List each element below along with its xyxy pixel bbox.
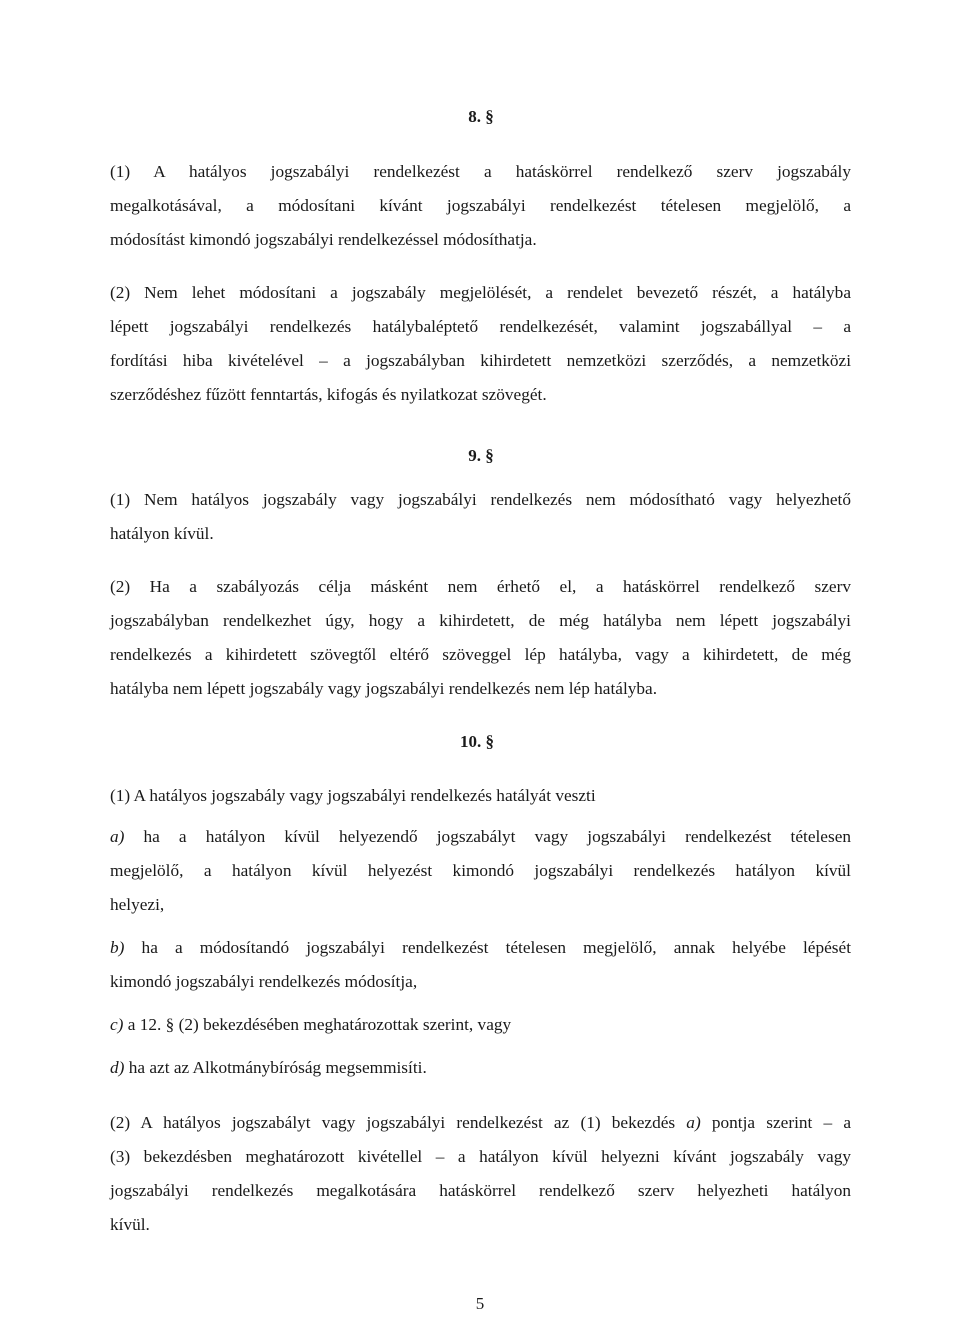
paragraph-10-2 — [110, 1106, 851, 1242]
text-segment: (2) A hatályos jogszabályt vagy jogszabályi rendelkezést az (1) bekezdés — [110, 1113, 687, 1132]
text-line: (1) A hatályos jogszabályi rendelkezést a hatáskörrel rendelkező szerv jogszabály — [110, 162, 851, 181]
text-line: hatályba nem lépett jogszabály vagy jogszabályi rendelkezés nem lép hatályba. — [110, 679, 658, 698]
point-marker: d) — [110, 1058, 125, 1077]
paragraph-8-1 — [110, 155, 851, 257]
point-marker: b) — [110, 938, 125, 957]
text-line — [110, 820, 851, 854]
section-heading-8: 8. § — [468, 107, 494, 126]
text-line: (3) bekezdésben meghatározott kivétellel – a hatályon kívül helyezni kívánt jogszabály vagy — [110, 1147, 851, 1166]
text-line: fordítási hiba kivételével – a jogszabályban kihirdetett nemzetközi szerződés, a nemzetközi — [110, 351, 851, 370]
text-line — [110, 1051, 851, 1085]
point-reference: a) — [686, 1113, 701, 1132]
paragraph-10-1 — [110, 779, 851, 813]
text-line: megjelölő, a hatályon kívül helyezést kimondó jogszabályi rendelkezés hatályon kívül — [110, 861, 851, 880]
text-line: (1) Nem hatályos jogszabály vagy jogszabályi rendelkezés nem módosítható vagy helyezhető — [110, 490, 851, 509]
text-line: helyezi, — [110, 895, 165, 914]
text-line: jogszabályi rendelkezés megalkotására hatáskörrel rendelkező szerv helyezheti hatályon — [110, 1181, 851, 1200]
point-marker: a) — [110, 827, 125, 846]
text-segment: pontja szerint – a — [700, 1113, 851, 1132]
section-heading-9: 9. § — [468, 446, 494, 465]
paragraph-9-1 — [110, 483, 851, 551]
text-line: kívül. — [110, 1215, 150, 1234]
text-line: jogszabályban rendelkezhet úgy, hogy a kihirdetett, de még hatályba nem lépett jogszabályi — [110, 611, 851, 630]
text-line: kimondó jogszabályi rendelkezés módosítja, — [110, 972, 418, 991]
text-segment: a 12. § (2) bekezdésében meghatározottak szerint, vagy — [123, 1015, 512, 1034]
point-marker: c) — [110, 1015, 124, 1034]
text-line: (2) Nem lehet módosítani a jogszabály megjelölését, a rendelet bevezető részét, a hatályba — [110, 283, 851, 302]
text-line: hatályon kívül. — [110, 524, 214, 543]
text-segment: ha a módosítandó jogszabályi rendelkezést tételesen megjelölő, annak helyébe lépését — [124, 938, 851, 957]
text-line: módosítást kimondó jogszabályi rendelkezéssel módosíthatja. — [110, 230, 537, 249]
text-line: lépett jogszabályi rendelkezés hatálybaléptető rendelkezését, valamint jogszabállyal – a — [110, 317, 851, 336]
paragraph-8-2 — [110, 276, 851, 412]
page-number: 5 — [475, 1294, 485, 1313]
text-line — [110, 931, 851, 965]
point-10-1-d — [110, 1051, 851, 1085]
text-line — [110, 1106, 851, 1140]
text-line: rendelkezés a kihirdetett szövegtől eltérő szöveggel lép hatályba, vagy a kihirdetett, de még — [110, 645, 851, 664]
text-line: (2) Ha a szabályozás célja másként nem érhető el, a hatáskörrel rendelkező szerv — [110, 577, 851, 596]
text-line: megalkotásával, a módosítani kívánt jogszabályi rendelkezést tételesen megjelölő, a — [110, 196, 851, 215]
section-heading-10: 10. § — [460, 732, 494, 751]
text-segment: ha a hatályon kívül helyezendő jogszabályt vagy jogszabályi rendelkezést tételesen — [124, 827, 851, 846]
point-10-1-a — [110, 820, 851, 922]
paragraph-9-2 — [110, 570, 851, 706]
point-10-1-b — [110, 931, 851, 999]
point-10-1-c — [110, 1008, 851, 1042]
text-line — [110, 1008, 851, 1042]
text-line: szerződéshez fűzött fenntartás, kifogás és nyilatkozat szövegét. — [110, 385, 547, 404]
text-segment: ha azt az Alkotmánybíróság megsemmisíti. — [124, 1058, 427, 1077]
text-line: (1) A hatályos jogszabály vagy jogszabályi rendelkezés hatályát veszti — [110, 786, 596, 805]
